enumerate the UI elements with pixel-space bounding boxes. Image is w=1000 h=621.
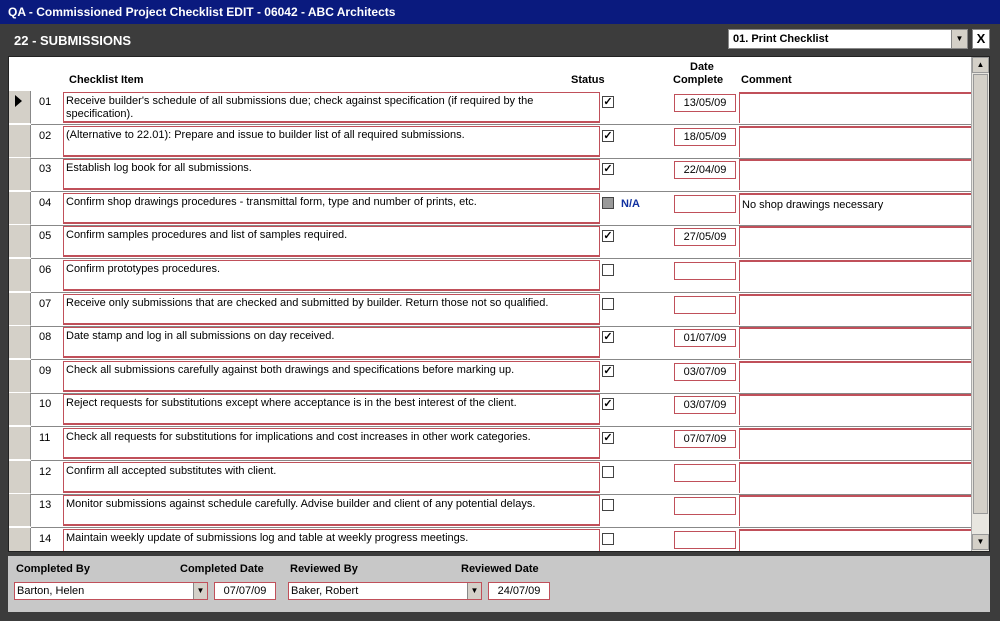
date-complete-field[interactable] xyxy=(674,195,736,213)
row-selector[interactable] xyxy=(9,259,31,292)
date-complete-field[interactable]: 27/05/09 xyxy=(674,228,736,246)
checklist-grid xyxy=(8,56,990,552)
row-number: 05 xyxy=(39,230,52,243)
sign-off-panel xyxy=(8,556,990,612)
column-header-item: Checklist Item xyxy=(69,74,144,86)
checklist-item-field[interactable]: Confirm samples procedures and list of samples required. xyxy=(63,226,600,257)
print-checklist-value: 01. Print Checklist xyxy=(733,33,829,45)
row-selector[interactable] xyxy=(9,360,31,393)
table-row[interactable] xyxy=(9,360,971,394)
row-selector[interactable] xyxy=(9,192,31,225)
table-row[interactable] xyxy=(9,259,971,293)
status-checkbox[interactable]: ✓ xyxy=(603,432,613,444)
section-header xyxy=(0,24,1000,56)
row-selector[interactable] xyxy=(9,158,31,191)
comment-field[interactable] xyxy=(739,428,971,459)
status-checkbox[interactable] xyxy=(602,197,614,209)
row-number: 06 xyxy=(39,264,52,276)
comment-field[interactable] xyxy=(739,327,971,358)
row-selector[interactable] xyxy=(9,427,31,460)
status-checkbox[interactable]: ✓ xyxy=(603,230,613,243)
row-number: 07 xyxy=(39,297,52,310)
table-row[interactable] xyxy=(9,192,971,226)
comment-field[interactable] xyxy=(739,126,971,157)
checklist-item-field[interactable]: Reject requests for substitutions except where acceptance is in the best interest of the client. xyxy=(63,394,600,425)
date-complete-field[interactable] xyxy=(674,464,736,482)
date-complete-field[interactable] xyxy=(674,262,736,280)
status-checkbox[interactable] xyxy=(602,298,614,310)
table-row[interactable] xyxy=(9,528,971,552)
vertical-scrollbar[interactable] xyxy=(971,57,989,551)
comment-field[interactable] xyxy=(739,529,971,552)
date-complete-field[interactable]: 03/07/09 xyxy=(674,363,736,381)
window-title: QA - Commissioned Project Checklist EDIT - 06042 - ABC Architects xyxy=(0,0,1000,24)
scroll-down-icon[interactable]: ▼ xyxy=(972,534,989,550)
row-selector[interactable] xyxy=(9,125,31,158)
scroll-up-icon[interactable]: ▲ xyxy=(972,57,989,73)
row-number: 11 xyxy=(39,432,51,444)
date-complete-field[interactable] xyxy=(674,531,736,549)
table-row[interactable] xyxy=(9,427,971,461)
status-checkbox[interactable] xyxy=(602,264,614,276)
comment-field[interactable] xyxy=(739,92,971,123)
section-title: 22 - SUBMISSIONS xyxy=(14,33,132,48)
current-record-icon xyxy=(15,95,22,107)
date-complete-field[interactable]: 13/05/09 xyxy=(674,94,736,112)
comment-field[interactable] xyxy=(739,394,971,425)
row-selector[interactable] xyxy=(9,293,31,326)
column-headers xyxy=(9,57,971,91)
comment-field[interactable] xyxy=(739,361,971,392)
comment-field[interactable] xyxy=(739,159,971,190)
completed-date-label: Completed Date xyxy=(180,563,264,575)
checklist-item-field[interactable]: Confirm shop drawings procedures - transmittal form, type and number of prints, etc. xyxy=(63,193,600,224)
date-complete-field[interactable]: 22/04/09 xyxy=(674,161,736,179)
column-header-status: Status xyxy=(571,74,605,86)
status-checkbox[interactable]: ✓ xyxy=(603,129,613,142)
comment-field[interactable] xyxy=(739,226,971,257)
comment-field[interactable] xyxy=(739,260,971,291)
print-checklist-select[interactable] xyxy=(728,29,968,49)
checklist-item-field[interactable]: Maintain weekly update of submissions log and table at weekly progress meetings. xyxy=(63,529,600,552)
date-complete-field[interactable] xyxy=(674,497,736,515)
scroll-thumb[interactable] xyxy=(973,74,988,514)
table-row[interactable] xyxy=(9,393,971,427)
checklist-item-field[interactable]: Confirm all accepted substitutes with client. xyxy=(63,462,600,493)
na-label: N/A xyxy=(621,197,640,210)
row-number: 14 xyxy=(39,532,52,545)
row-number: 08 xyxy=(39,331,52,344)
reviewed-by-label: Reviewed By xyxy=(290,563,358,575)
completed-by-select[interactable] xyxy=(14,582,208,600)
row-number: 09 xyxy=(39,364,52,377)
checklist-item-field[interactable]: Date stamp and log in all submissions on day received. xyxy=(63,327,600,358)
close-button[interactable]: X xyxy=(972,29,990,49)
table-row[interactable] xyxy=(9,225,971,259)
date-complete-field[interactable]: 18/05/09 xyxy=(674,128,736,146)
date-complete-field[interactable]: 07/07/09 xyxy=(674,430,736,448)
row-selector[interactable] xyxy=(9,225,31,258)
checklist-item-field[interactable]: Check all submissions carefully against both drawings and specifications before marking up. xyxy=(63,361,600,392)
reviewed-by-select[interactable] xyxy=(288,582,482,600)
column-header-date-line1: Date xyxy=(690,61,714,73)
status-checkbox[interactable]: ✓ xyxy=(603,96,613,108)
row-number: 12 xyxy=(39,465,52,478)
status-checkbox[interactable]: ✓ xyxy=(603,398,613,411)
status-checkbox[interactable] xyxy=(602,533,614,545)
status-checkbox[interactable] xyxy=(602,466,614,478)
completed-by-label: Completed By xyxy=(16,563,90,575)
row-selector[interactable] xyxy=(9,326,31,359)
checklist-item-field[interactable]: Monitor submissions against schedule carefully. Advise builder and client of any potential delays. xyxy=(63,495,600,526)
date-complete-field[interactable]: 01/07/09 xyxy=(674,329,736,347)
row-number: 13 xyxy=(39,499,52,512)
reviewed-date-label: Reviewed Date xyxy=(461,563,539,575)
row-selector[interactable] xyxy=(9,494,31,527)
comment-field[interactable] xyxy=(739,294,971,325)
checklist-item-field[interactable]: (Alternative to 22.01): Prepare and issue to builder list of all required submissions. xyxy=(63,126,600,157)
column-header-date-line2: Complete xyxy=(673,74,724,86)
reviewed-date-field[interactable]: 24/07/09 xyxy=(488,582,550,600)
row-selector[interactable] xyxy=(9,91,31,124)
row-selector[interactable] xyxy=(9,461,31,494)
row-number: 01 xyxy=(39,96,52,108)
completed-date-field[interactable]: 07/07/09 xyxy=(214,582,276,600)
table-row[interactable] xyxy=(9,91,971,125)
table-row[interactable] xyxy=(9,461,971,495)
checklist-item-field[interactable]: Check all requests for substitutions for implications and cost increases in other work categories. xyxy=(63,428,600,459)
reviewed-by-value: Baker, Robert xyxy=(291,585,359,597)
status-checkbox[interactable]: ✓ xyxy=(603,163,613,176)
chevron-down-icon[interactable]: ▼ xyxy=(193,583,207,599)
table-row[interactable] xyxy=(9,326,971,360)
chevron-down-icon[interactable]: ▼ xyxy=(467,583,481,599)
completed-by-value: Barton, Helen xyxy=(17,585,85,597)
row-number: 04 xyxy=(39,196,52,209)
date-complete-field[interactable]: 03/07/09 xyxy=(674,396,736,414)
row-number: 10 xyxy=(39,398,52,411)
comment-field[interactable] xyxy=(739,462,971,493)
table-row[interactable] xyxy=(9,293,971,327)
row-selector[interactable] xyxy=(9,393,31,426)
date-complete-field[interactable] xyxy=(674,296,736,314)
checklist-item-field[interactable]: Receive only submissions that are checked and submitted by builder. Return those not so qualified. xyxy=(63,294,600,325)
column-header-comment: Comment xyxy=(741,74,792,86)
table-row[interactable] xyxy=(9,125,971,159)
comment-field[interactable]: No shop drawings necessary xyxy=(739,193,971,224)
table-row[interactable] xyxy=(9,494,971,528)
table-row[interactable] xyxy=(9,158,971,192)
checklist-item-field[interactable]: Establish log book for all submissions. xyxy=(63,159,600,190)
status-checkbox[interactable] xyxy=(602,499,614,511)
checklist-item-field[interactable]: Confirm prototypes procedures. xyxy=(63,260,600,291)
comment-field[interactable] xyxy=(739,495,971,526)
status-checkbox[interactable]: ✓ xyxy=(603,331,613,344)
row-selector[interactable] xyxy=(9,528,31,552)
row-number: 02 xyxy=(39,129,52,142)
status-checkbox[interactable]: ✓ xyxy=(603,364,613,377)
row-number: 03 xyxy=(39,163,52,176)
checklist-item-field[interactable]: Receive builder's schedule of all submissions due; check against specification (if required by the specification). xyxy=(63,92,600,123)
chevron-down-icon[interactable]: ▼ xyxy=(951,30,967,48)
